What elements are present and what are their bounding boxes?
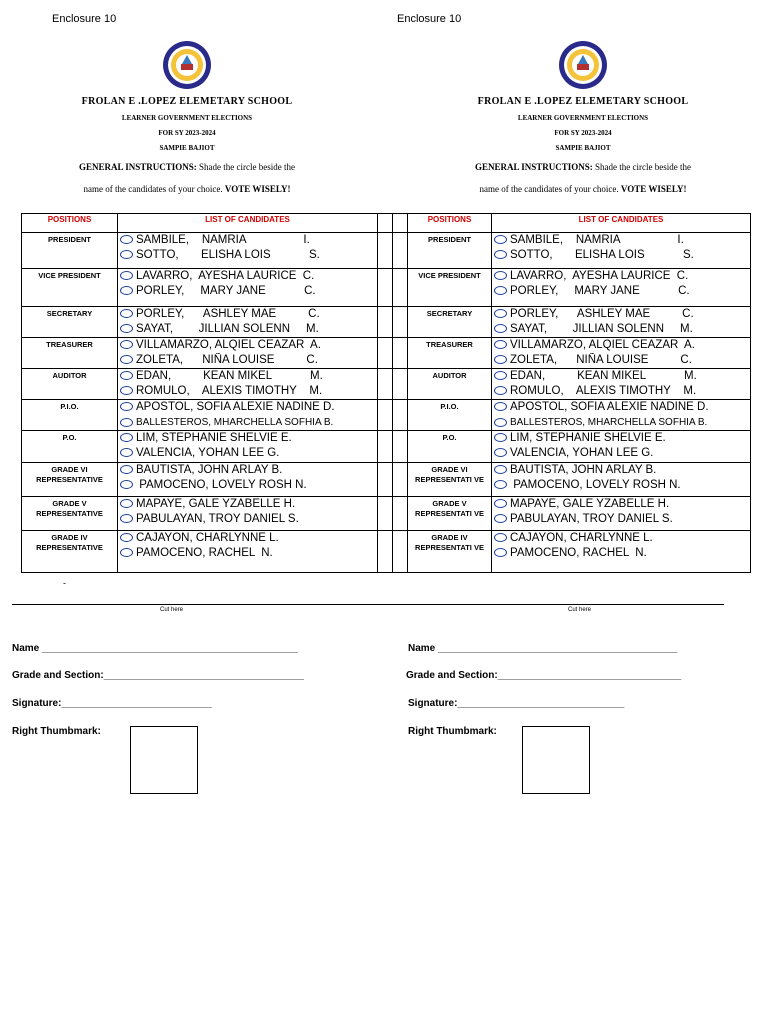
candidate-cell xyxy=(118,269,378,307)
position-label: TREASURER xyxy=(408,338,492,369)
cut-here-label: Cut here xyxy=(568,607,592,613)
candidate-option[interactable] xyxy=(492,446,750,461)
candidate-name: MAPAYE, GALE YZABELLE H. xyxy=(510,498,670,510)
candidate-cell xyxy=(492,497,751,531)
ballot-row xyxy=(22,431,751,463)
vote-circle-icon[interactable] xyxy=(120,271,133,280)
name-field[interactable]: Name ______________________________________________ xyxy=(12,643,298,654)
position-label: GRADE IV REPRESENTATIVE xyxy=(22,531,118,573)
candidate-option[interactable] xyxy=(118,284,377,299)
gap-column xyxy=(378,233,393,269)
candidate-cell xyxy=(492,233,751,269)
candidate-option[interactable] xyxy=(492,415,750,430)
candidate-name: SAMBILE, NAMRIA I. xyxy=(136,234,310,246)
candidate-option[interactable] xyxy=(118,400,377,415)
ballot-row xyxy=(22,400,751,431)
candidate-name: SAYAT, JILLIAN SOLENN M. xyxy=(510,323,693,335)
vote-circle-icon[interactable] xyxy=(120,324,133,333)
vote-circle-icon[interactable] xyxy=(120,418,133,427)
gap-column xyxy=(378,369,393,400)
candidate-name: SAYAT, JILLIAN SOLENN M. xyxy=(136,323,319,335)
candidate-option[interactable] xyxy=(492,546,750,561)
candidate-cell xyxy=(492,431,751,463)
ballot-table xyxy=(21,213,751,573)
thumbmark-label: Right Thumbmark: xyxy=(12,726,101,737)
position-label: GRADE V REPRESENTATI VE xyxy=(408,497,492,531)
candidate-option[interactable] xyxy=(492,369,750,384)
position-label: VICE PRESIDENT xyxy=(408,269,492,307)
position-label: P.O. xyxy=(408,431,492,463)
general-instructions: GENERAL INSTRUCTIONS: Shade the circle beside the name of the candidates of your choice. VOTE WISELY! xyxy=(79,162,295,194)
place: SAMPIE BAJIOT xyxy=(159,144,215,152)
ballot-row xyxy=(22,269,751,307)
position-label: GRADE V REPRESENTATIVE xyxy=(22,497,118,531)
position-label: GRADE IV REPRESENTATI VE xyxy=(408,531,492,573)
candidate-option[interactable] xyxy=(492,353,750,368)
candidate-option[interactable] xyxy=(492,431,750,446)
vote-circle-icon[interactable] xyxy=(494,480,507,489)
candidate-option[interactable] xyxy=(492,233,750,248)
ballot-header-right xyxy=(418,40,748,200)
enclosure-label-left: Enclosure 10 xyxy=(52,13,117,25)
thumbmark-label: Right Thumbmark: xyxy=(408,726,497,737)
candidate-name: SAMBILE, NAMRIA I. xyxy=(510,234,684,246)
candidate-option[interactable] xyxy=(492,284,750,299)
vote-circle-icon[interactable] xyxy=(120,371,133,380)
vote-circle-icon[interactable] xyxy=(494,448,507,457)
candidate-name: BALLESTEROS, MHARCHELLA SOFHIA B. xyxy=(136,417,334,428)
name-field[interactable]: Name ___________________________________________ xyxy=(408,643,678,654)
signature-field[interactable]: Signature:______________________________ xyxy=(408,698,625,709)
dash-mark: - xyxy=(63,578,66,588)
gap-column xyxy=(378,214,393,233)
school-name: FROLAN E .LOPEZ ELEMETARY SCHOOL xyxy=(81,96,293,107)
candidate-option[interactable] xyxy=(118,497,377,512)
position-label: AUDITOR xyxy=(22,369,118,400)
candidate-option[interactable] xyxy=(118,446,377,461)
vote-circle-icon[interactable] xyxy=(494,402,507,411)
gap-column xyxy=(378,463,393,497)
candidate-name: PORLEY, MARY JANE C. xyxy=(136,285,316,297)
position-label: P.O. xyxy=(22,431,118,463)
vote-circle-icon[interactable] xyxy=(494,548,507,557)
ballot-row xyxy=(22,497,751,531)
positions-header: POSITIONS xyxy=(22,214,118,233)
vote-circle-icon[interactable] xyxy=(494,433,507,442)
ballot-row xyxy=(22,233,751,269)
ballot-row xyxy=(22,463,751,497)
candidate-cell xyxy=(492,400,751,431)
candidate-option[interactable] xyxy=(118,384,377,399)
school-name: FROLAN E .LOPEZ ELEMETARY SCHOOL xyxy=(477,96,689,107)
candidate-option[interactable] xyxy=(118,463,377,478)
candidate-cell xyxy=(492,338,751,369)
position-label: SECRETARY xyxy=(408,307,492,338)
grade-section-field[interactable]: Grade and Section:_________________________________ xyxy=(406,670,682,681)
position-label: GRADE VI REPRESENTATI VE xyxy=(408,463,492,497)
gap-column xyxy=(378,431,393,463)
candidate-name: VALENCIA, YOHAN LEE G. xyxy=(510,447,654,459)
vote-circle-icon[interactable] xyxy=(120,355,133,364)
signature-field[interactable]: Signature:___________________________ xyxy=(12,698,212,709)
vote-circle-icon[interactable] xyxy=(120,402,133,411)
candidate-option[interactable] xyxy=(118,478,377,493)
candidate-option[interactable] xyxy=(492,338,750,353)
gap-column xyxy=(393,369,408,400)
school-seal-icon xyxy=(162,40,212,90)
candidate-name: EDAN, KEAN MIKEL M. xyxy=(136,370,323,382)
candidate-name: ZOLETA, NIÑA LOUISE C. xyxy=(510,354,692,366)
candidate-name: BAUTISTA, JOHN ARLAY B. xyxy=(136,464,283,476)
candidate-option[interactable] xyxy=(118,369,377,384)
candidate-name: ZOLETA, NIÑA LOUISE C. xyxy=(136,354,318,366)
candidate-option[interactable] xyxy=(118,531,377,546)
candidates-header: LIST OF CANDIDATES xyxy=(118,214,378,233)
candidate-cell xyxy=(492,463,751,497)
candidate-option[interactable] xyxy=(492,307,750,322)
thumbmark-box[interactable] xyxy=(522,726,590,794)
position-label: PRESIDENT xyxy=(408,233,492,269)
candidate-option[interactable] xyxy=(118,233,377,248)
gap-column xyxy=(393,497,408,531)
vote-circle-icon[interactable] xyxy=(494,309,507,318)
vote-circle-icon[interactable] xyxy=(494,340,507,349)
enclosure-label-right: Enclosure 10 xyxy=(397,13,462,25)
vote-circle-icon[interactable] xyxy=(120,514,133,523)
general-instructions: GENERAL INSTRUCTIONS: Shade the circle beside the name of the candidates of your choice. VOTE WISELY! xyxy=(475,162,691,194)
gap-column xyxy=(378,307,393,338)
candidate-option[interactable] xyxy=(492,512,750,527)
gap-column xyxy=(393,338,408,369)
vote-circle-icon[interactable] xyxy=(494,355,507,364)
candidate-cell xyxy=(492,269,751,307)
election-subtitle: LEARNER GOVERNMENT ELECTIONS xyxy=(121,114,253,122)
candidate-name: PABULAYAN, TROY DANIEL S. xyxy=(136,513,299,525)
gap-column xyxy=(378,338,393,369)
candidate-name: ROMULO, ALEXIS TIMOTHY M. xyxy=(510,385,697,397)
candidate-cell xyxy=(492,531,751,573)
vote-circle-icon[interactable] xyxy=(120,235,133,244)
school-year: FOR SY 2023-2024 xyxy=(158,129,216,137)
candidate-name: APOSTOL, SOFIA ALEXIE NADINE D. xyxy=(136,401,335,413)
candidate-option[interactable] xyxy=(118,307,377,322)
position-label: P.I.O. xyxy=(408,400,492,431)
candidate-option[interactable] xyxy=(492,497,750,512)
candidate-name: PORLEY, ASHLEY MAE C. xyxy=(510,308,694,320)
position-label: VICE PRESIDENT xyxy=(22,269,118,307)
candidate-name: SOTTO, ELISHA LOIS S. xyxy=(510,249,694,261)
place: SAMPIE BAJIOT xyxy=(555,144,611,152)
candidate-name: LAVARRO, AYESHA LAURICE C. xyxy=(510,270,689,282)
vote-circle-icon[interactable] xyxy=(120,465,133,474)
vote-circle-icon[interactable] xyxy=(120,433,133,442)
gap-column xyxy=(393,431,408,463)
vote-circle-icon[interactable] xyxy=(494,418,507,427)
candidate-name: VILLAMARZO, ALQIEL CEAZAR A. xyxy=(510,339,695,351)
vote-circle-icon[interactable] xyxy=(494,371,507,380)
candidate-name: PABULAYAN, TROY DANIEL S. xyxy=(510,513,673,525)
vote-circle-icon[interactable] xyxy=(120,250,133,259)
candidate-option[interactable] xyxy=(492,384,750,399)
candidate-cell xyxy=(118,531,378,573)
candidate-name: PAMOCENO, LOVELY ROSH N. xyxy=(136,479,307,491)
candidate-name: PORLEY, ASHLEY MAE C. xyxy=(136,308,320,320)
candidate-name: VALENCIA, YOHAN LEE G. xyxy=(136,447,280,459)
candidate-option[interactable] xyxy=(118,322,377,337)
candidate-name: LAVARRO, AYESHA LAURICE C. xyxy=(136,270,315,282)
candidate-name: LIM, STEPHANIE SHELVIE E. xyxy=(510,432,666,444)
vote-circle-icon[interactable] xyxy=(120,340,133,349)
gap-column xyxy=(393,463,408,497)
candidate-option[interactable] xyxy=(492,322,750,337)
candidate-name: PAMOCENO, RACHEL N. xyxy=(510,547,647,559)
candidate-option[interactable] xyxy=(118,338,377,353)
gap-column xyxy=(393,307,408,338)
candidate-cell xyxy=(118,369,378,400)
candidate-name: SOTTO, ELISHA LOIS S. xyxy=(136,249,320,261)
gap-column xyxy=(378,497,393,531)
cut-here-label: Cut here xyxy=(160,607,184,613)
candidate-name: PORLEY, MARY JANE C. xyxy=(510,285,690,297)
position-label: TREASURER xyxy=(22,338,118,369)
candidate-option[interactable] xyxy=(492,463,750,478)
candidate-name: BAUTISTA, JOHN ARLAY B. xyxy=(510,464,657,476)
candidate-option[interactable] xyxy=(118,353,377,368)
candidate-name: VILLAMARZO, ALQIEL CEAZAR A. xyxy=(136,339,321,351)
candidate-name: MAPAYE, GALE YZABELLE H. xyxy=(136,498,296,510)
gap-column xyxy=(393,233,408,269)
gap-column xyxy=(393,214,408,233)
candidate-option[interactable] xyxy=(492,269,750,284)
candidate-name: PAMOCENO, RACHEL N. xyxy=(136,547,273,559)
vote-circle-icon[interactable] xyxy=(494,533,507,542)
ballot-header-left xyxy=(22,40,352,200)
positions-header: POSITIONS xyxy=(408,214,492,233)
candidate-option[interactable] xyxy=(492,400,750,415)
candidate-option[interactable] xyxy=(492,478,750,493)
school-year: FOR SY 2023-2024 xyxy=(554,129,612,137)
cut-line xyxy=(12,604,724,605)
vote-circle-icon[interactable] xyxy=(120,309,133,318)
vote-circle-icon[interactable] xyxy=(494,465,507,474)
candidate-cell xyxy=(492,307,751,338)
vote-circle-icon[interactable] xyxy=(494,250,507,259)
vote-circle-icon[interactable] xyxy=(494,286,507,295)
candidate-option[interactable] xyxy=(118,512,377,527)
candidate-option[interactable] xyxy=(492,531,750,546)
election-subtitle: LEARNER GOVERNMENT ELECTIONS xyxy=(517,114,649,122)
vote-circle-icon[interactable] xyxy=(494,271,507,280)
position-label: AUDITOR xyxy=(408,369,492,400)
candidate-option[interactable] xyxy=(118,415,377,430)
candidate-name: APOSTOL, SOFIA ALEXIE NADINE D. xyxy=(510,401,709,413)
candidate-option[interactable] xyxy=(118,431,377,446)
gap-column xyxy=(378,269,393,307)
candidate-name: CAJAYON, CHARLYNNE L. xyxy=(510,532,653,544)
candidate-name: CAJAYON, CHARLYNNE L. xyxy=(136,532,279,544)
thumbmark-box[interactable] xyxy=(130,726,198,794)
position-label: P.I.O. xyxy=(22,400,118,431)
vote-circle-icon[interactable] xyxy=(494,514,507,523)
candidate-name: PAMOCENO, LOVELY ROSH N. xyxy=(510,479,681,491)
vote-circle-icon[interactable] xyxy=(120,480,133,489)
candidates-header: LIST OF CANDIDATES xyxy=(492,214,751,233)
candidate-cell xyxy=(118,497,378,531)
vote-circle-icon[interactable] xyxy=(494,386,507,395)
grade-section-field[interactable]: Grade and Section:____________________________________ xyxy=(12,670,304,681)
vote-circle-icon[interactable] xyxy=(494,324,507,333)
candidate-name: EDAN, KEAN MIKEL M. xyxy=(510,370,697,382)
ballot-row xyxy=(22,338,751,369)
ballot-row xyxy=(22,307,751,338)
candidate-name: LIM, STEPHANIE SHELVIE E. xyxy=(136,432,292,444)
ballot-row xyxy=(22,369,751,400)
position-label: GRADE VI REPRESENTATIVE xyxy=(22,463,118,497)
vote-circle-icon[interactable] xyxy=(120,499,133,508)
candidate-cell xyxy=(118,338,378,369)
candidate-option[interactable] xyxy=(118,269,377,284)
candidate-cell xyxy=(118,400,378,431)
gap-column xyxy=(393,531,408,573)
gap-column xyxy=(393,269,408,307)
gap-column xyxy=(378,531,393,573)
candidate-cell xyxy=(118,463,378,497)
gap-column xyxy=(378,400,393,431)
position-label: SECRETARY xyxy=(22,307,118,338)
candidate-name: BALLESTEROS, MHARCHELLA SOFHIA B. xyxy=(510,417,708,428)
candidate-option[interactable] xyxy=(118,546,377,561)
vote-circle-icon[interactable] xyxy=(494,235,507,244)
candidate-cell xyxy=(118,431,378,463)
ballot-row xyxy=(22,531,751,573)
candidate-cell xyxy=(118,307,378,338)
vote-circle-icon[interactable] xyxy=(120,448,133,457)
vote-circle-icon[interactable] xyxy=(494,499,507,508)
candidate-option[interactable] xyxy=(492,248,750,263)
vote-circle-icon[interactable] xyxy=(120,548,133,557)
vote-circle-icon[interactable] xyxy=(120,386,133,395)
position-label: PRESIDENT xyxy=(22,233,118,269)
school-seal-icon xyxy=(558,40,608,90)
candidate-name: ROMULO, ALEXIS TIMOTHY M. xyxy=(136,385,323,397)
gap-column xyxy=(393,400,408,431)
candidate-cell xyxy=(118,233,378,269)
candidate-cell xyxy=(492,369,751,400)
candidate-option[interactable] xyxy=(118,248,377,263)
vote-circle-icon[interactable] xyxy=(120,533,133,542)
vote-circle-icon[interactable] xyxy=(120,286,133,295)
